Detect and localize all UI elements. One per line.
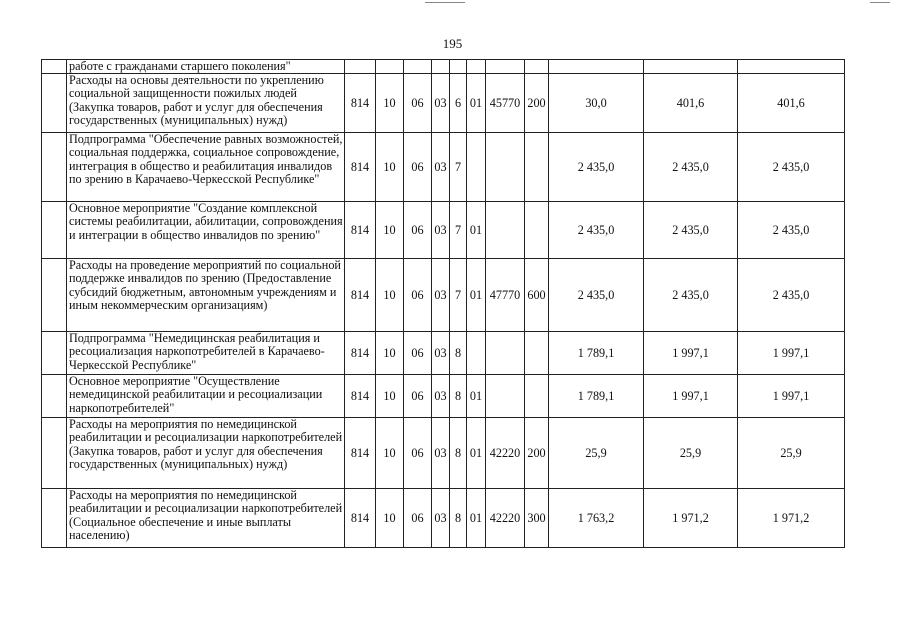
cell-csr-3 xyxy=(467,133,486,202)
cell-csr-3: 01 xyxy=(467,259,486,332)
cell-csr-1: 03 xyxy=(432,489,450,548)
table-cell-blank xyxy=(42,418,67,489)
table-cell-blank xyxy=(42,489,67,548)
cell-csr-3: 01 xyxy=(467,375,486,418)
cell-rz: 10 xyxy=(376,202,404,259)
cell-pr: 06 xyxy=(404,489,432,548)
cell-year-2: 1 997,1 xyxy=(644,332,738,375)
table-cell-blank xyxy=(376,60,404,74)
cell-year-2: 2 435,0 xyxy=(644,133,738,202)
cell-rz: 10 xyxy=(376,332,404,375)
cell-csr-2: 8 xyxy=(450,332,467,375)
cell-year-3: 401,6 xyxy=(738,74,845,133)
table-row-continuation xyxy=(42,60,845,74)
cell-year-3: 1 997,1 xyxy=(738,375,845,418)
cell-rz: 10 xyxy=(376,133,404,202)
cell-vr: 300 xyxy=(525,489,549,548)
row-name: Подпрограмма "Обеспечение равных возможностей, социальная поддержка, социальное сопровождение, интеграция в общество и реабилитация инвалидов по зрению в Карачаево-Черкесской Республике" xyxy=(67,133,345,202)
table-cell-blank xyxy=(42,74,67,133)
row-name: Подпрограмма "Немедицинская реабилитация и ресоциализация наркопотребителей в Карачаево-Черкесской Республике" xyxy=(67,332,345,375)
table-cell-blank xyxy=(345,60,376,74)
cell-year-2: 25,9 xyxy=(644,418,738,489)
table-cell-blank xyxy=(738,60,845,74)
cell-csr-2: 8 xyxy=(450,375,467,418)
cell-rz: 10 xyxy=(376,259,404,332)
cell-year-3: 2 435,0 xyxy=(738,133,845,202)
cell-gr: 814 xyxy=(345,418,376,489)
cell-csr-3: 01 xyxy=(467,418,486,489)
row-name: работе с гражданами старшего поколения" xyxy=(67,60,345,74)
cell-csr-4 xyxy=(486,202,525,259)
cell-year-3: 1 971,2 xyxy=(738,489,845,548)
cell-csr-4 xyxy=(486,375,525,418)
cell-rz: 10 xyxy=(376,489,404,548)
cell-csr-2: 7 xyxy=(450,259,467,332)
cell-year-1: 2 435,0 xyxy=(549,202,644,259)
cell-csr-1: 03 xyxy=(432,133,450,202)
cell-pr: 06 xyxy=(404,259,432,332)
table-cell-blank xyxy=(42,259,67,332)
cell-csr-3: 01 xyxy=(467,489,486,548)
cell-year-2: 2 435,0 xyxy=(644,259,738,332)
table-row xyxy=(42,74,845,133)
cell-csr-1: 03 xyxy=(432,332,450,375)
scan-artifact-line xyxy=(870,2,890,3)
cell-year-2: 2 435,0 xyxy=(644,202,738,259)
table-cell-blank xyxy=(486,60,525,74)
cell-gr: 814 xyxy=(345,259,376,332)
cell-csr-3: 01 xyxy=(467,202,486,259)
table-row xyxy=(42,332,845,375)
table-cell-blank xyxy=(432,60,450,74)
cell-gr: 814 xyxy=(345,489,376,548)
cell-year-1: 30,0 xyxy=(549,74,644,133)
cell-csr-3: 01 xyxy=(467,74,486,133)
table-row xyxy=(42,133,845,202)
table-cell-blank xyxy=(42,133,67,202)
table-row xyxy=(42,418,845,489)
cell-csr-4: 42220 xyxy=(486,489,525,548)
table-cell-blank xyxy=(549,60,644,74)
cell-vr xyxy=(525,133,549,202)
cell-csr-1: 03 xyxy=(432,375,450,418)
cell-year-3: 2 435,0 xyxy=(738,259,845,332)
cell-gr: 814 xyxy=(345,375,376,418)
cell-csr-1: 03 xyxy=(432,259,450,332)
cell-rz: 10 xyxy=(376,74,404,133)
cell-csr-1: 03 xyxy=(432,418,450,489)
cell-pr: 06 xyxy=(404,133,432,202)
cell-rz: 10 xyxy=(376,418,404,489)
table-cell-blank xyxy=(42,60,67,74)
row-name: Основное мероприятие "Осуществление немедицинской реабилитации и ресоциализации наркопотребителей" xyxy=(67,375,345,418)
cell-pr: 06 xyxy=(404,74,432,133)
cell-csr-3 xyxy=(467,332,486,375)
table-cell-blank xyxy=(42,202,67,259)
cell-year-2: 1 997,1 xyxy=(644,375,738,418)
budget-table xyxy=(41,59,845,548)
cell-csr-4 xyxy=(486,133,525,202)
cell-vr xyxy=(525,202,549,259)
table-row xyxy=(42,202,845,259)
cell-pr: 06 xyxy=(404,375,432,418)
cell-csr-4: 47770 xyxy=(486,259,525,332)
cell-year-3: 1 997,1 xyxy=(738,332,845,375)
row-name: Расходы на основы деятельности по укреплению социальной защищенности пожилых людей (Закупка товаров, работ и услуг для обеспечения государственных (муниципальных) нужд) xyxy=(67,74,345,133)
cell-vr: 200 xyxy=(525,418,549,489)
cell-csr-4 xyxy=(486,332,525,375)
cell-pr: 06 xyxy=(404,418,432,489)
cell-year-1: 1 789,1 xyxy=(549,375,644,418)
cell-csr-4: 45770 xyxy=(486,74,525,133)
row-name: Основное мероприятие "Создание комплексной системы реабилитации, абилитации, сопровождения и интеграции в общество инвалидов по зрению" xyxy=(67,202,345,259)
cell-gr: 814 xyxy=(345,332,376,375)
cell-year-2: 401,6 xyxy=(644,74,738,133)
table-cell-blank xyxy=(467,60,486,74)
cell-csr-4: 42220 xyxy=(486,418,525,489)
cell-year-3: 25,9 xyxy=(738,418,845,489)
scan-artifact-line xyxy=(425,2,465,3)
table-cell-blank xyxy=(644,60,738,74)
page-number: 195 xyxy=(442,36,463,51)
cell-year-2: 1 971,2 xyxy=(644,489,738,548)
cell-gr: 814 xyxy=(345,202,376,259)
table-cell-blank xyxy=(42,375,67,418)
cell-vr xyxy=(525,375,549,418)
cell-vr xyxy=(525,332,549,375)
cell-csr-1: 03 xyxy=(432,202,450,259)
cell-rz: 10 xyxy=(376,375,404,418)
table-cell-blank xyxy=(450,60,467,74)
cell-vr: 200 xyxy=(525,74,549,133)
table-cell-blank xyxy=(404,60,432,74)
cell-year-1: 1 763,2 xyxy=(549,489,644,548)
cell-year-1: 1 789,1 xyxy=(549,332,644,375)
row-name: Расходы на мероприятия по немедицинской реабилитации и ресоциализации наркопотребителей (Закупка товаров, работ и услуг для обеспечения государственных (муниципальных) нужд) xyxy=(67,418,345,489)
cell-pr: 06 xyxy=(404,332,432,375)
cell-csr-1: 03 xyxy=(432,74,450,133)
cell-csr-2: 6 xyxy=(450,74,467,133)
cell-pr: 06 xyxy=(404,202,432,259)
table-row xyxy=(42,259,845,332)
cell-csr-2: 8 xyxy=(450,418,467,489)
cell-year-3: 2 435,0 xyxy=(738,202,845,259)
cell-csr-2: 8 xyxy=(450,489,467,548)
table-row xyxy=(42,489,845,548)
row-name: Расходы на мероприятия по немедицинской реабилитации и ресоциализации наркопотребителей (Социальное обеспечение и иные выплаты населению) xyxy=(67,489,345,548)
table-cell-blank xyxy=(525,60,549,74)
cell-csr-2: 7 xyxy=(450,133,467,202)
table-cell-blank xyxy=(42,332,67,375)
table-row xyxy=(42,375,845,418)
cell-csr-2: 7 xyxy=(450,202,467,259)
row-name: Расходы на проведение мероприятий по социальной поддержке инвалидов по зрению (Предоставление субсидий бюджетным, автономным учреждениям и иным некоммерческим организациям) xyxy=(67,259,345,332)
cell-vr: 600 xyxy=(525,259,549,332)
cell-year-1: 25,9 xyxy=(549,418,644,489)
cell-gr: 814 xyxy=(345,133,376,202)
cell-gr: 814 xyxy=(345,74,376,133)
cell-year-1: 2 435,0 xyxy=(549,133,644,202)
cell-year-1: 2 435,0 xyxy=(549,259,644,332)
